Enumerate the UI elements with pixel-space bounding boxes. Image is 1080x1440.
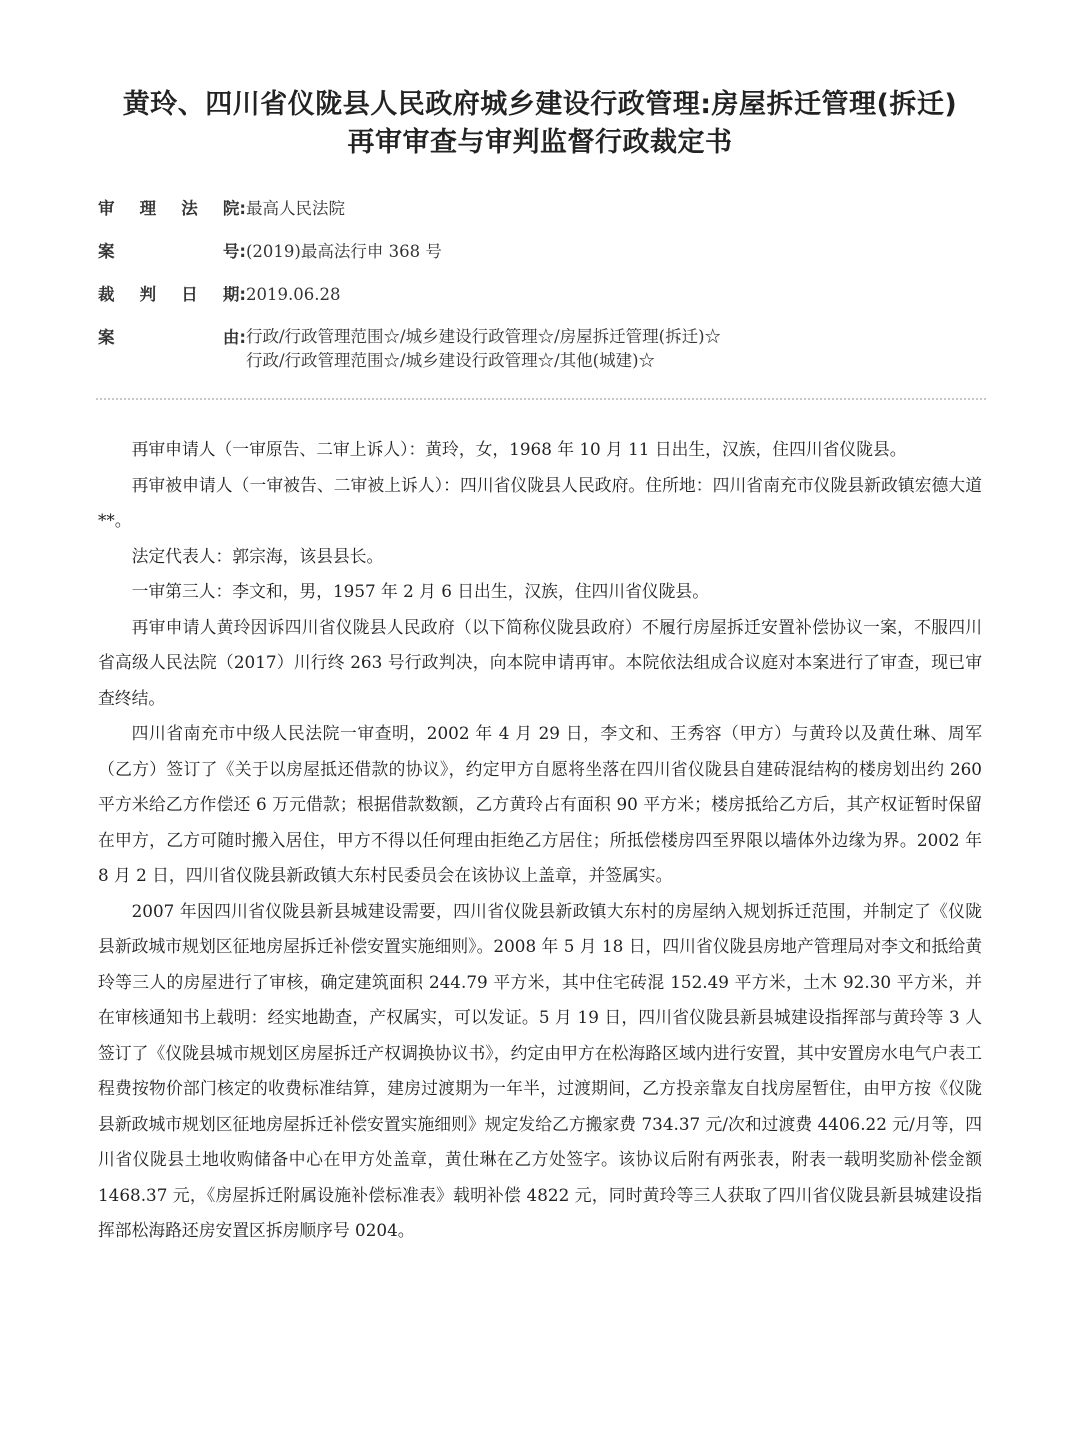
court-label — [98, 196, 246, 222]
dotted-divider — [96, 398, 986, 400]
paragraph: 四川省南充市中级人民法院一审查明，2002 年 4 月 29 日，李文和、王秀容（甲方）与黄玲以及黄仕琳、周军（乙方）签订了《关于以房屋抵还借款的协议》，约定甲方自愿将坐落在四川省仪陇县自建砖混结构的楼房划出约 260 平方米给乙方作偿还 6 万元借款；根据借款数额，乙方黄玲占有面积 90 平方米；楼房抵给乙方后，其产权证暂时保留在甲方，乙方可随时搬入居住，甲方不得以任何理由拒绝乙方居住；所抵偿楼房四至界限以墙体外边缘为界。2002 年 8 月 2 日，四川省仪陇县新政镇大东村民委员会在该协议上盖章，并签属实。 — [98, 723, 982, 885]
label-char: 法 — [181, 199, 198, 218]
date-label — [98, 282, 246, 308]
title-line-2: 再审审查与审判监督行政裁定书 — [347, 127, 733, 158]
label-char: 理 — [139, 199, 157, 218]
paragraph: 再审被申请人（一审被告、二审被上诉人）：四川省仪陇县人民政府。住所地：四川省南充市仪陇县新政镇宏德大道**。 — [98, 474, 982, 530]
cause-value-line-1: 行政/行政管理范围☆/城乡建设行政管理☆/房屋拆迁管理(拆迁)☆ — [246, 327, 722, 346]
label-char: 案 — [98, 242, 115, 261]
label-char: 案 — [98, 328, 115, 347]
meta-row-cause — [98, 325, 998, 379]
label-char: 期: — [222, 285, 246, 304]
paragraph: 2007 年因四川省仪陇县新县城建设需要，四川省仪陇县新政镇大东村的房屋纳入规划拆迁范围，并制定了《仪陇县新政城市规划区征地房屋拆迁补偿安置实施细则》。2008 年 5 月 18 日，四川省仪陇县房地产管理局对李文和抵给黄玲等三人的房屋进行了审核，确定建筑面积 244.79 平方米，其中住宅砖混 152.49 平方米，土木 92.30 平方米，并在审核通知书上载明：经实地勘查，产权属实，可以发证。5 月 19 日，四川省仪陇县新县城建设指挥部与黄玲等 3 人签订了《仪陇县城市规划区房屋拆迁产权调换协议书》，约定由甲方在松海路区域内进行安置，其中安置房水电气户表工程费按物价部门核定的收费标准结算，建房过渡期为一年半，过渡期间，乙方投亲靠友自找房屋暂住，由甲方按《仪陇县新政城市规划区征地房屋拆迁补偿安置实施细则》规定发给乙方搬家费 734.37 元/次和过渡费 4406.22 元/月等，四川省仪陇县土地收购储备中心在甲方处盖章，黄仕琳在乙方处签字。该协议后附有两张表，附表一载明奖励补偿金额 1468.37 元，《房屋拆迁附属设施补偿标准表》载明补偿 4822 元，同时黄玲等三人获取了四川省仪陇县新县城建设指挥部松海路还房安置区拆房顺序号 0204。 — [98, 900, 982, 1240]
label-char: 裁 — [98, 285, 115, 304]
paragraph: 一审第三人：李文和，男，1957 年 2 月 6 日出生，汉族，住四川省仪陇县。 — [131, 581, 709, 601]
document-title — [60, 86, 1020, 162]
cause-label — [98, 325, 246, 351]
paragraph: 再审申请人（一审原告、二审上诉人）：黄玲，女，1968 年 10 月 11 日出生，汉族，住四川省仪陇县。 — [131, 439, 907, 459]
case-no-value: (2019)最高法行申 368 号 — [246, 242, 442, 261]
judgment-body — [98, 432, 982, 1249]
label-char: 号: — [222, 242, 246, 261]
label-char: 由: — [222, 328, 246, 347]
label-char: 判 — [139, 285, 157, 304]
date-value: 2019.06.28 — [246, 285, 341, 304]
paragraph: 法定代表人：郭宗海，该县县长。 — [131, 545, 384, 566]
case-metadata — [98, 196, 998, 379]
cause-value — [246, 325, 721, 373]
title-line-1: 黄玲、四川省仪陇县人民政府城乡建设行政管理:房屋拆迁管理(拆迁) — [122, 89, 958, 120]
meta-row-court — [98, 196, 998, 239]
meta-row-date — [98, 282, 998, 325]
paragraph: 再审申请人黄玲因诉四川省仪陇县人民政府（以下简称仪陇县政府）不履行房屋拆迁安置补偿协议一案，不服四川省高级人民法院（2017）川行终 263 号行政判决，向本院申请再审。本院依法组成合议庭对本案进行了审查，现已审查终结。 — [98, 616, 982, 708]
cause-value-line-2: 行政/行政管理范围☆/城乡建设行政管理☆/其他(城建)☆ — [246, 351, 656, 370]
court-value: 最高人民法院 — [246, 199, 345, 218]
label-char: 日 — [181, 285, 198, 304]
label-char: 审 — [98, 199, 115, 218]
label-char: 院: — [222, 199, 246, 218]
case-no-label — [98, 239, 246, 265]
meta-row-case-no — [98, 239, 998, 282]
